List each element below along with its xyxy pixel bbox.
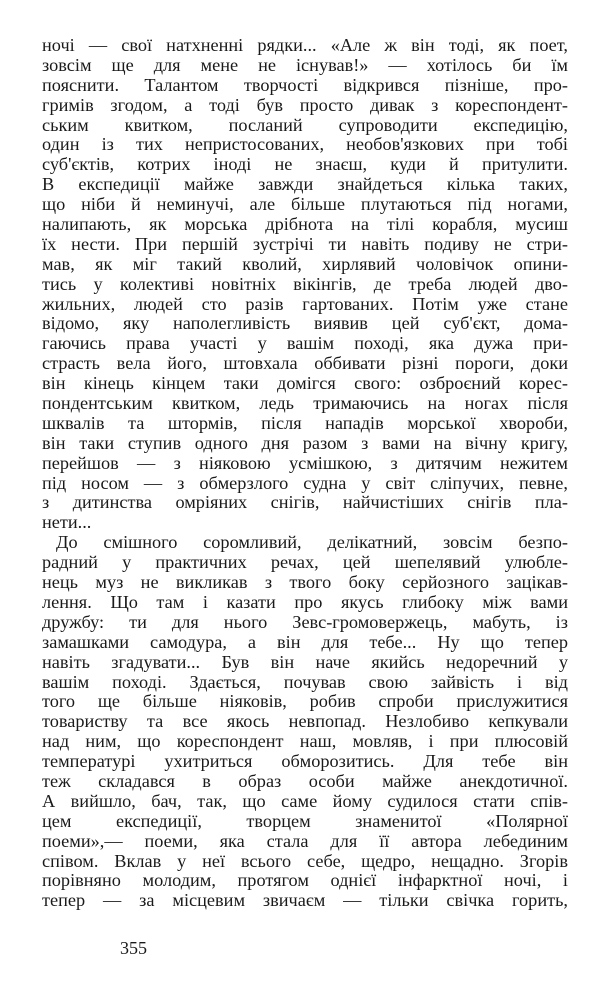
text-line: перейшов — з ніяковою усмішкою, з дитячим нежитем: [42, 452, 568, 473]
text-line: гримів згодом, а тоді був просто дивак з кореспондент-: [42, 94, 568, 115]
text-line: налипають, як морська дрібнота на тілі корабля, мусиш: [42, 214, 568, 235]
text-line: температурі ухитриться обморозитись. Для тебе він: [42, 751, 568, 772]
text-line: що ніби й неминучі, але більше плутаються під ногами,: [42, 194, 568, 215]
text-line: один із тих непристосованих, необов'язкових при тобі: [42, 134, 568, 155]
text-line: пондентським квитком, ледь тримаючись на ногах після: [42, 393, 568, 414]
text-line: мав, як міг такий кволий, хирлявий чоловічок опини-: [42, 253, 568, 274]
text-line: нець муз не викликав з твого боку серйозного зацікав-: [42, 572, 568, 593]
text-line: В експедиції майже завжди знайдеться кілька таких,: [42, 174, 568, 195]
text-line: страсть вела його, штовхала оббивати різні пороги, доки: [42, 353, 568, 374]
text-line: дружбу: ти для нього Зевс-громовержець, мабуть, із: [42, 611, 568, 632]
text-line: співом. Вклав у неї всього себе, щедро, нещадно. Згорів: [42, 850, 568, 871]
text-line: радний у практичних речах, цей шепелявий улюбле-: [42, 552, 568, 573]
text-line: з дитинства омріяних снігів, найчистіших снігів пла-: [42, 492, 568, 513]
text-line: лення. Що там і казати про якусь глибоку між вами: [42, 591, 568, 612]
text-line: відомо, яку наполегливість виявив цей суб'єкт, дома-: [42, 313, 568, 334]
text-line: поеми»,— поеми, яка стала для її автора лебединим: [42, 830, 568, 851]
text-line: того ще більше ніяковів, робив спроби прислужитися: [42, 691, 568, 712]
text-line: зовсім ще для мене не існував!» — хотілось би їм: [42, 54, 568, 75]
text-line: ночі — свої натхненні рядки... «Але ж він тоді, як поет,: [42, 35, 568, 55]
text-line: теж складався в образ особи майже анекдотичної.: [42, 770, 568, 791]
text-line: суб'єктів, котрих іноді не знаєш, куди й притулити.: [42, 154, 568, 175]
text-line: навіть згадувати... Був він наче якийсь недоречний у: [42, 651, 568, 672]
text-line: До смішного соромливий, делікатний, зовсім безпо-: [56, 532, 568, 553]
text-line: гаючись права участі у вашім поході, яка дужа при-: [42, 333, 568, 354]
text-line: порівняно молодим, протягом однієї інфарктної ночі, і: [42, 870, 568, 891]
text-line: цем експедиції, творцем знаменитої «Полярної: [42, 810, 568, 831]
text-line: нети...: [42, 512, 92, 533]
text-line: він кінець кінцем таки домігся свого: озброєний корес-: [42, 373, 568, 394]
paragraph: [42, 533, 568, 911]
text-line: вашім поході. Здається, почував свою зайвість і від: [42, 671, 568, 692]
text-line: шквалів та штормів, після нападів морської хвороби,: [42, 412, 568, 433]
text-line: пояснити. Талантом творчості відкрився пізніше, про-: [42, 74, 568, 95]
text-line: над ним, що кореспондент наш, мовляв, і при плюсовій: [42, 731, 568, 752]
text-line: тепер — за місцевим звичаєм — тільки свічка горить,: [42, 890, 568, 911]
text-line: ським квитком, посланий супроводити експедицію,: [42, 114, 568, 135]
text-line: тись у колективі новітніх вікінгів, де треба людей дво-: [42, 273, 568, 294]
text-line: А вийшло, бач, так, що саме йому судилося стати спів-: [42, 790, 568, 811]
page-number: 355: [120, 938, 147, 958]
paragraph: [42, 36, 568, 533]
text-line: він таки ступив одного дня разом з вами на вічну кригу,: [42, 432, 568, 453]
text-line: жильних, людей сто разів гартованих. Потім уже стане: [42, 293, 568, 314]
text-line: під носом — з обмерзлого судна у світ сліпучих, певне,: [42, 472, 568, 493]
text-line: їх нести. При першій зустрічі ти навіть подиву не стри-: [42, 233, 568, 254]
text-line: товариству та все якось невпопад. Незлобиво кепкували: [42, 711, 568, 732]
book-page-text: [42, 36, 568, 911]
text-line: замашками самодура, а він для тебе... Ну що тепер: [42, 631, 568, 652]
